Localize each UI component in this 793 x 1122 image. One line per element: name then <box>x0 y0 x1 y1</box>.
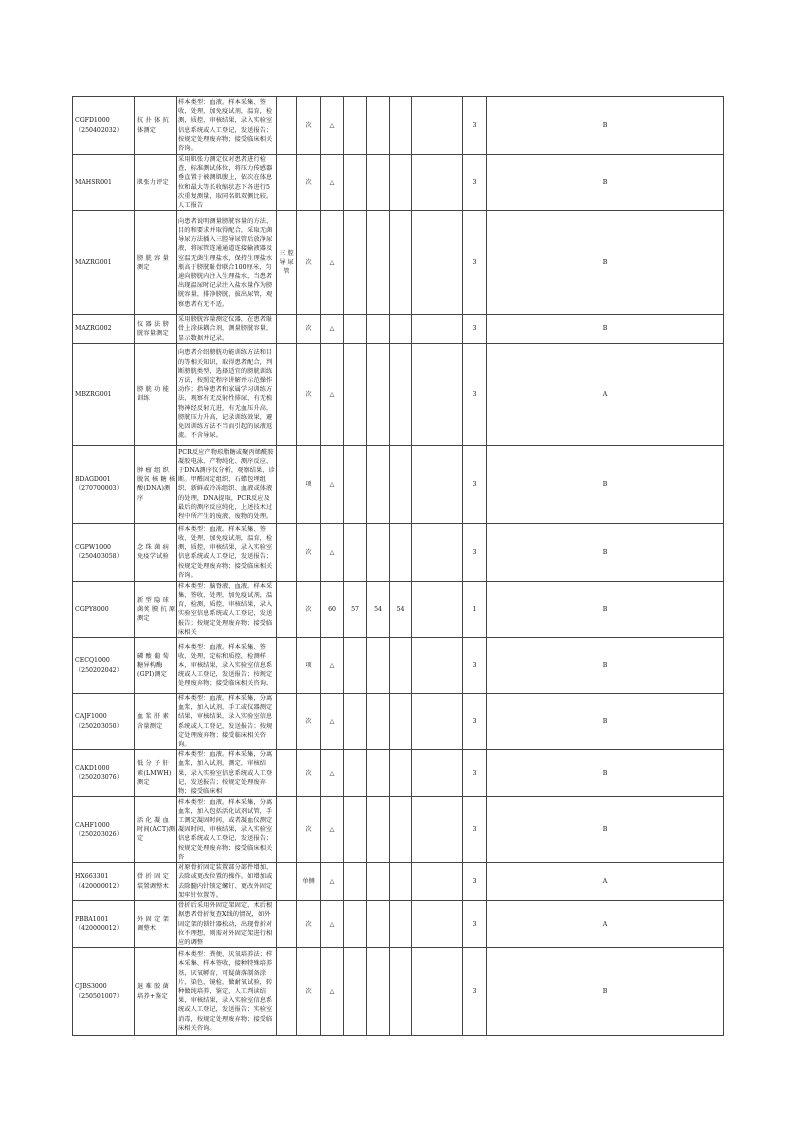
item-exclusion <box>277 581 297 637</box>
item-description: PCR反应产物琼脂糖或聚丙烯酰胺凝胶电泳、产物纯化、测序反应、于DNA测序仪分析，观察结果，诊断。甲醛固定组织、石蜡包埋组织、新鲜或冷冻组织、血液或体液的处理，DNA提取，PCR反应及最后的测序反应纯化，上述技术过程中所产生的废液、废物的处理。 <box>177 445 277 523</box>
item-name: 骨 折 固 定 装置调整术 <box>135 863 177 901</box>
price-level-3 <box>367 901 390 948</box>
price-level-2 <box>344 948 367 1036</box>
item-note <box>412 155 463 211</box>
price-level-3 <box>367 863 390 901</box>
item-unit: 次 <box>297 948 321 1036</box>
price-level-3 <box>367 750 390 797</box>
price-level-1: △ <box>321 343 344 445</box>
price-level-1: △ <box>321 97 344 155</box>
item-exclusion <box>277 523 297 581</box>
table-row <box>73 638 724 694</box>
item-description: 样本类型：血液。样本采集，分离血浆，加入包括活化试剂试管，手工测定凝固时间，或者凝血仪测定凝固时间，审核结果，录入实验室信息系统或人工登记，发送报告；按规定处理废弃物；接受临床相关咨 <box>177 797 277 863</box>
price-level-1: △ <box>321 315 344 344</box>
price-level-4 <box>390 315 412 344</box>
item-note <box>412 901 463 948</box>
item-category: B <box>487 750 724 797</box>
price-level-1: △ <box>321 863 344 901</box>
item-exclusion <box>277 694 297 750</box>
item-name: 退 难 胶 菌 培养+鉴定 <box>135 948 177 1036</box>
price-level-4 <box>390 863 412 901</box>
item-unit: 项 <box>297 445 321 523</box>
price-level-2 <box>344 863 367 901</box>
price-level-3 <box>367 343 390 445</box>
item-code: MAZRG001 <box>73 211 135 315</box>
item-unit: 次 <box>297 750 321 797</box>
item-note <box>412 343 463 445</box>
item-note <box>412 445 463 523</box>
price-level-2 <box>344 901 367 948</box>
item-code: PBBA1001 （420000012） <box>73 901 135 948</box>
item-exclusion <box>277 638 297 694</box>
price-level-1: △ <box>321 750 344 797</box>
item-exclusion <box>277 445 297 523</box>
item-code: MAZRG002 <box>73 315 135 344</box>
item-grade: 3 <box>463 315 487 344</box>
price-level-2 <box>344 343 367 445</box>
item-unit: 次 <box>297 797 321 863</box>
item-grade: 3 <box>463 523 487 581</box>
item-exclusion: 三 腔 导 尿 管 <box>277 211 297 315</box>
table-row <box>73 97 724 155</box>
price-level-4 <box>390 97 412 155</box>
item-category: B <box>487 97 724 155</box>
item-category: B <box>487 315 724 344</box>
table-row <box>73 797 724 863</box>
price-level-2 <box>344 797 367 863</box>
item-code: HX663301 （420000012） <box>73 863 135 901</box>
item-code: MAHSR001 <box>73 155 135 211</box>
item-note <box>412 581 463 637</box>
item-code: CAKD1000 （250203076） <box>73 750 135 797</box>
price-level-3 <box>367 523 390 581</box>
item-name: 肿 瘤 组 织 脱氧 核 糖 核 酸(DNA)测序 <box>135 445 177 523</box>
table-row <box>73 901 724 948</box>
item-note <box>412 315 463 344</box>
price-level-1: △ <box>321 445 344 523</box>
price-level-4 <box>390 948 412 1036</box>
item-category: B <box>487 523 724 581</box>
fee-table <box>72 96 724 1036</box>
item-code: CAHF1000 （250203026） <box>73 797 135 863</box>
item-name: 抗 扑 体 抗 体测定 <box>135 97 177 155</box>
price-level-1: △ <box>321 901 344 948</box>
table-row <box>73 863 724 901</box>
item-note <box>412 97 463 155</box>
item-name: 血 浆 肝 素 含量测定 <box>135 694 177 750</box>
price-level-1: △ <box>321 523 344 581</box>
item-category: B <box>487 155 724 211</box>
item-category: B <box>487 797 724 863</box>
price-level-4 <box>390 901 412 948</box>
price-level-2 <box>344 211 367 315</box>
item-exclusion <box>277 750 297 797</box>
item-name: 仪 器 法 膀 胱容量测定 <box>135 315 177 344</box>
price-level-1: △ <box>321 211 344 315</box>
item-grade: 3 <box>463 211 487 315</box>
price-level-1: △ <box>321 797 344 863</box>
item-grade: 3 <box>463 445 487 523</box>
item-exclusion <box>277 948 297 1036</box>
price-level-3 <box>367 948 390 1036</box>
price-level-2 <box>344 523 367 581</box>
price-level-1: 60 <box>321 581 344 637</box>
item-description: 采用肌张力测定仪对患者进行检查，标准测试体位，将压力传感器垂直置于被测肌腹上，依次在体息位和最大等长收缩状态下各进行5次重复测量，取同名肌双侧比较。人工报告 <box>177 155 277 211</box>
price-level-4 <box>390 797 412 863</box>
item-code: BDAGD001 （270700003） <box>73 445 135 523</box>
item-note <box>412 863 463 901</box>
item-unit: 次 <box>297 343 321 445</box>
price-level-2 <box>344 638 367 694</box>
item-exclusion <box>277 155 297 211</box>
item-category: B <box>487 638 724 694</box>
item-name: 活 化 凝 血 时间(ACT)测定 <box>135 797 177 863</box>
item-code: CJBS3000 （250501007） <box>73 948 135 1036</box>
price-level-3 <box>367 211 390 315</box>
item-description: 样本类型：粪便、厌氧培养法；样本采集、样本签收，接种特殊培养基，厌氧孵育，可疑菌落制备涂片，染色，镜检，做耐氧试验，转种做纯培养，鉴定，人工判读结果，审核结果，录入实验室信息系统或人工登记，发送报告；实验室消毒，按规定处理废弃物；接受临床相关咨询。 <box>177 948 277 1036</box>
item-description: 采用膀胱容量测定仪器，在患者耻骨上涂抹耦合剂，测量膀胱容量，显示数据并记录。 <box>177 315 277 344</box>
item-unit: 次 <box>297 901 321 948</box>
price-level-4 <box>390 343 412 445</box>
item-name: 低 分 子 肝 素(LMWH)测定 <box>135 750 177 797</box>
table-row <box>73 155 724 211</box>
price-level-3 <box>367 97 390 155</box>
item-note <box>412 211 463 315</box>
price-level-4 <box>390 750 412 797</box>
price-level-3 <box>367 694 390 750</box>
item-unit: 次 <box>297 581 321 637</box>
table-row <box>73 750 724 797</box>
item-name: 新 型 隐 球 菌荚 膜 抗 原 测定 <box>135 581 177 637</box>
item-name: 膀 胱 功 能 训练 <box>135 343 177 445</box>
item-code: CGPY8000 <box>73 581 135 637</box>
item-code: CGPW1000 （250403058） <box>73 523 135 581</box>
item-category: B <box>487 694 724 750</box>
table-row <box>73 581 724 637</box>
item-name: 念 珠 菌 病 免疫学试验 <box>135 523 177 581</box>
table-row <box>73 343 724 445</box>
price-level-4 <box>390 155 412 211</box>
price-level-3 <box>367 155 390 211</box>
table-row <box>73 445 724 523</box>
item-exclusion <box>277 315 297 344</box>
item-category: A <box>487 863 724 901</box>
item-description: 样本类型：血液。样本采集，分离血浆，加入试剂，测定，审核结果，录入实验室信息系统或人工登记，发送报告；按规定处理废弃物；接受临床相 <box>177 750 277 797</box>
item-description: 样本类型：血液。样本采集、签收、处理，定标和质控，检测样本，审核结果，录入实验室信息系统或人工登记，发送报告；按规定处理废弃物；接受临床相关咨询。 <box>177 638 277 694</box>
item-unit: 次 <box>297 97 321 155</box>
item-code: CAJF1000 （250203050） <box>73 694 135 750</box>
item-exclusion <box>277 97 297 155</box>
price-level-4 <box>390 694 412 750</box>
item-exclusion <box>277 863 297 901</box>
price-level-3 <box>367 797 390 863</box>
item-grade: 3 <box>463 863 487 901</box>
item-description: 向患者说明测量膀胱容量的方法、目的和要求并取得配合，采取无菌导尿方法插入三腔导尿管后放净尿液，将尿管连通通道连接输液器及室温无菌生理盐水，保持生理盐水瓶高于膀胱耻骨联合100厘米，匀速向膀胱内注入生理盐水，当患者出现温尿时记录注入盐水量作为膀胱容量，排净膀胱，拔出尿管，观察患者有无不适。 <box>177 211 277 315</box>
item-grade: 3 <box>463 750 487 797</box>
item-category: B <box>487 211 724 315</box>
item-code: CGFD1000 （250402032） <box>73 97 135 155</box>
price-level-3 <box>367 638 390 694</box>
item-grade: 3 <box>463 901 487 948</box>
price-level-1: △ <box>321 948 344 1036</box>
item-description: 样本类型：血液。样本采集、签收、处理，加免疫试剂，温育，检测，质控，审核结果，录入实验室信息系统或人工登记，发送报告；按规定处理废弃物；接受临床相关咨询。 <box>177 523 277 581</box>
item-note <box>412 750 463 797</box>
price-level-2 <box>344 445 367 523</box>
price-level-1: △ <box>321 638 344 694</box>
table-row <box>73 948 724 1036</box>
item-grade: 3 <box>463 638 487 694</box>
item-description: 样本类型：血液。样本采集、签收、处理，加免疫试剂，温育，检测，质控，审核结果，录入实验室信息系统或人工登记，发送报告；按规定处理废弃物；接受临床相关咨询。 <box>177 97 277 155</box>
price-level-3 <box>367 445 390 523</box>
item-description: 样本类型：脑脊液、血液。样本采集、签收、处理，加免疫试剂，温育，检测，质控，审核结果，录入实验室信息系统或人工登记，发送报告；按规定处理废弃物；接受临床相关 <box>177 581 277 637</box>
item-exclusion <box>277 343 297 445</box>
price-level-4 <box>390 638 412 694</box>
price-level-2 <box>344 750 367 797</box>
item-exclusion <box>277 797 297 863</box>
item-unit: 次 <box>297 155 321 211</box>
price-level-3: 54 <box>367 581 390 637</box>
table-row <box>73 315 724 344</box>
item-unit: 次 <box>297 211 321 315</box>
item-unit: 次 <box>297 523 321 581</box>
price-level-4 <box>390 445 412 523</box>
item-category: B <box>487 581 724 637</box>
item-unit: 单侧 <box>297 863 321 901</box>
price-level-2 <box>344 315 367 344</box>
item-grade: 3 <box>463 343 487 445</box>
item-name: 磷 酸 葡 萄 糖异构酶(GPI)测定 <box>135 638 177 694</box>
item-description: 向患者介绍膀胱功能训练方法和目的等相关知识，取得患者配合，判断膀胱类型，选择适宜的膀胱训练方法，按照定程序讲解并示范操作动作；指导患者和家属学习训练方法，观察有无反射性排尿，有无植物神经反射亢进，有无血压升高，膀胱压力升高，记录训练效果，避免因训练方法不当而引起的尿液返流。不含导尿。 <box>177 343 277 445</box>
item-category: B <box>487 948 724 1036</box>
price-level-1: △ <box>321 155 344 211</box>
price-level-4 <box>390 523 412 581</box>
price-level-2 <box>344 97 367 155</box>
item-note <box>412 948 463 1036</box>
item-name: 膀 胱 容 量 测定 <box>135 211 177 315</box>
item-description: 对原骨折固定装置部分部件增加、去除或更改位置的操作。如增加或去除髓内针锁定螺钉、更改外固定架牢针位置等。 <box>177 863 277 901</box>
table-row <box>73 523 724 581</box>
item-note <box>412 523 463 581</box>
item-note <box>412 638 463 694</box>
table-row <box>73 694 724 750</box>
item-grade: 3 <box>463 97 487 155</box>
item-name: 外 固 定 架 调整术 <box>135 901 177 948</box>
item-description: 骨折后采用外固定架固定，术后根据患者骨折复查X线的情况，如外固定架的锁针器松动，出现骨折对位不理想，则需对外固定架进行相应的调整 <box>177 901 277 948</box>
item-category: A <box>487 901 724 948</box>
price-level-2 <box>344 155 367 211</box>
item-code: CECQ1000 （250202042） <box>73 638 135 694</box>
item-category: A <box>487 343 724 445</box>
item-grade: 3 <box>463 155 487 211</box>
item-code: MBZRG001 <box>73 343 135 445</box>
item-grade: 1 <box>463 581 487 637</box>
price-level-1: △ <box>321 694 344 750</box>
item-unit: 项 <box>297 638 321 694</box>
item-description: 样本类型：血液。样本采集，分离血浆，加入试剂，手工或仪器测定结果，审核结果，录入实验室信息系统或人工登记，发送报告；按规定处理废弃物；接受临床相关咨询。 <box>177 694 277 750</box>
price-level-2: 57 <box>344 581 367 637</box>
item-name: 肌张力评定 <box>135 155 177 211</box>
item-note <box>412 797 463 863</box>
item-unit: 次 <box>297 315 321 344</box>
item-exclusion <box>277 901 297 948</box>
item-note <box>412 694 463 750</box>
price-level-4: 54 <box>390 581 412 637</box>
item-grade: 3 <box>463 797 487 863</box>
table-row <box>73 211 724 315</box>
item-unit: 次 <box>297 694 321 750</box>
item-grade: 3 <box>463 948 487 1036</box>
price-level-4 <box>390 211 412 315</box>
item-category: B <box>487 445 724 523</box>
price-level-3 <box>367 315 390 344</box>
price-level-2 <box>344 694 367 750</box>
item-grade: 3 <box>463 694 487 750</box>
